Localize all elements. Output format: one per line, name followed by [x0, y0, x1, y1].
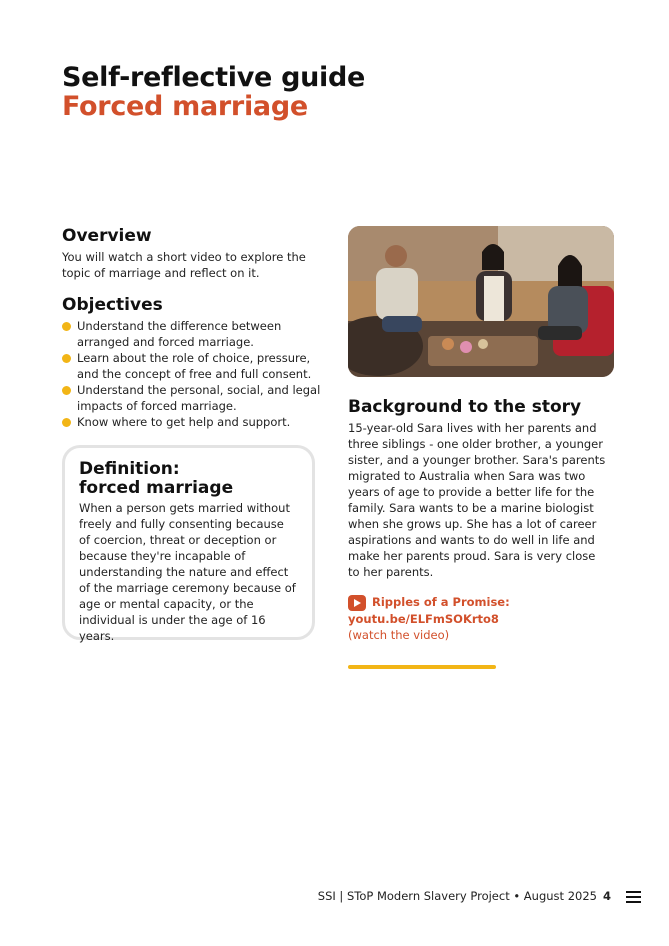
list-item: Understand the difference between arranged and forced marriage. — [62, 318, 324, 350]
background-text: 15-year-old Sara lives with her parents and three siblings - one older brother, a younger sister, and a younger brother. Sara's parents migrated to Australia when Sara was two years of age to provide a better life for the family. Sara wants to be a marine biologist when she grows up. She has a lot of career aspirations and wants to do well in life and make her parents proud. Sara is very close to her parents. — [348, 421, 606, 579]
definition-text: When a person gets married without freely and fully consenting because of coercion, threat or deception or because they're incapable of understanding the nature and effect of the marriage ceremony because of age or mental capacity, or the individual is under the age of 16 years. — [79, 501, 296, 643]
overview-heading: Overview — [62, 226, 152, 246]
definition-heading: Definition: forced marriage — [79, 459, 234, 498]
video-note[interactable]: (watch the video) — [348, 627, 450, 642]
menu-icon[interactable] — [626, 891, 641, 906]
objectives-heading: Objectives — [62, 295, 163, 315]
divider — [348, 665, 496, 669]
video-still-image[interactable] — [348, 226, 614, 377]
list-item: Learn about the role of choice, pressure, and the concept of free and full consent. — [62, 350, 324, 382]
page-title — [62, 63, 365, 121]
list-item: Know where to get help and support. — [62, 414, 324, 430]
title-line-2: Forced marriage — [62, 91, 308, 122]
definition-box — [62, 445, 315, 643]
video-link-block[interactable] — [348, 594, 510, 643]
title-line-1: Self-reflective guide — [62, 62, 366, 93]
bullet-icon — [62, 386, 71, 395]
footer-text: SSI | SToP Modern Slavery Project • August 2025 — [317, 889, 597, 903]
bullet-icon — [62, 354, 71, 363]
list-item: Understand the personal, social, and legal impacts of forced marriage. — [62, 382, 324, 414]
bullet-icon — [62, 322, 71, 331]
video-link[interactable]: youtu.be/ELFmSOKrto8 — [348, 611, 499, 626]
footer — [318, 889, 611, 903]
objectives-list — [62, 318, 324, 430]
page-number: 4 — [602, 889, 611, 903]
youtube-icon[interactable] — [348, 595, 366, 611]
overview-text: You will watch a short video to explore the topic of marriage and reflect on it. — [62, 250, 306, 280]
bullet-icon — [62, 418, 71, 427]
background-heading: Background to the story — [348, 397, 582, 417]
video-title[interactable]: Ripples of a Promise: — [372, 595, 510, 609]
